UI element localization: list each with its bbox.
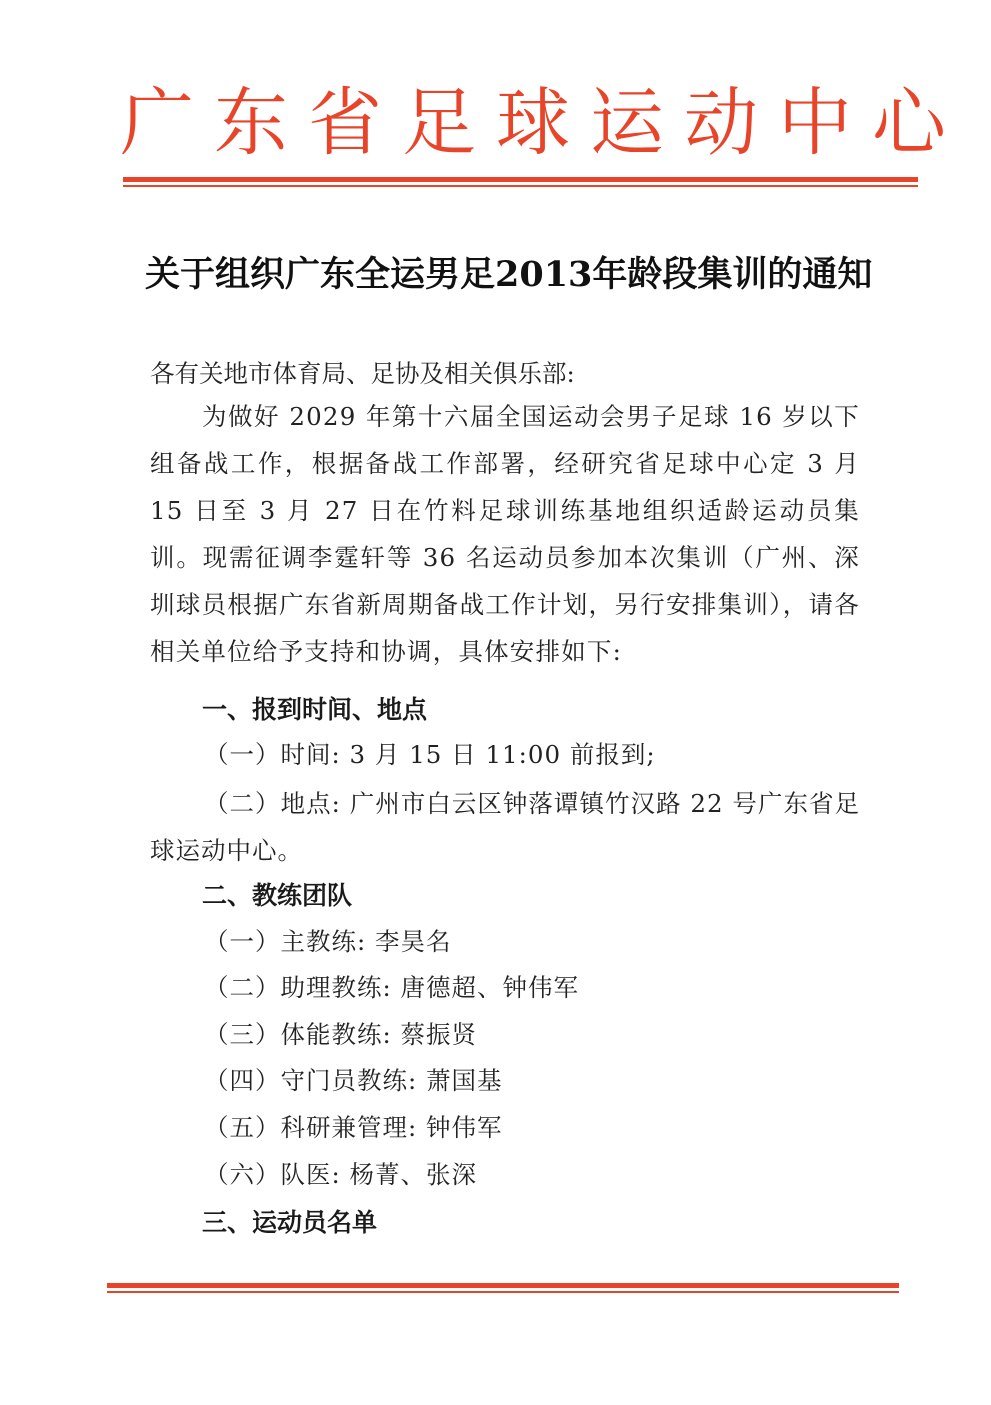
section-heading-coaching-team: 二、教练团队 xyxy=(202,881,353,910)
registration-location: （二）地点: 广州市白云区钟落谭镇竹汉路 22 号广东省足球运动中心。 xyxy=(150,789,860,865)
team-doctor: （六）队医: 杨菁、张深 xyxy=(204,1160,478,1189)
bottom-red-rule xyxy=(107,1283,899,1295)
coach-head: （一）主教练: 李昊名 xyxy=(204,927,452,956)
document-title: 关于组织广东全运男足2013年龄段集训的通知 xyxy=(145,254,873,295)
letterhead-title: 广东省足球运动中心 xyxy=(120,80,966,166)
top-red-rule xyxy=(123,177,918,189)
intro-paragraph: 为做好 2029 年第十六届全国运动会男子足球 16 岁以下组备战工作，根据备战工作部署，经研究省足球中心定 3 月 15 日至 3 月 27 日在竹料足球训练基地组织适龄运动员集训。现需征调李霆轩等 36 名运动员参加本次集训（广州、深圳球员根据广东省新周期备战工作计划，另行安排集训），请各相关单位给予支持和协调，具体安排如下: xyxy=(150,402,860,666)
registration-time: （一）时间: 3 月 15 日 11:00 前报到; xyxy=(204,740,656,769)
coach-research-management: （五）科研兼管理: 钟伟军 xyxy=(204,1113,503,1142)
coach-assistant: （二）助理教练: 唐德超、钟伟军 xyxy=(204,973,580,1002)
coach-goalkeeper: （四）守门员教练: 萧国基 xyxy=(204,1066,503,1095)
section-heading-athlete-list: 三、运动员名单 xyxy=(202,1208,378,1237)
coach-fitness: （三）体能教练: 蔡振贤 xyxy=(204,1020,478,1049)
section-heading-registration: 一、报到时间、地点 xyxy=(202,695,428,724)
salutation: 各有关地市体育局、足协及相关俱乐部: xyxy=(150,359,575,388)
